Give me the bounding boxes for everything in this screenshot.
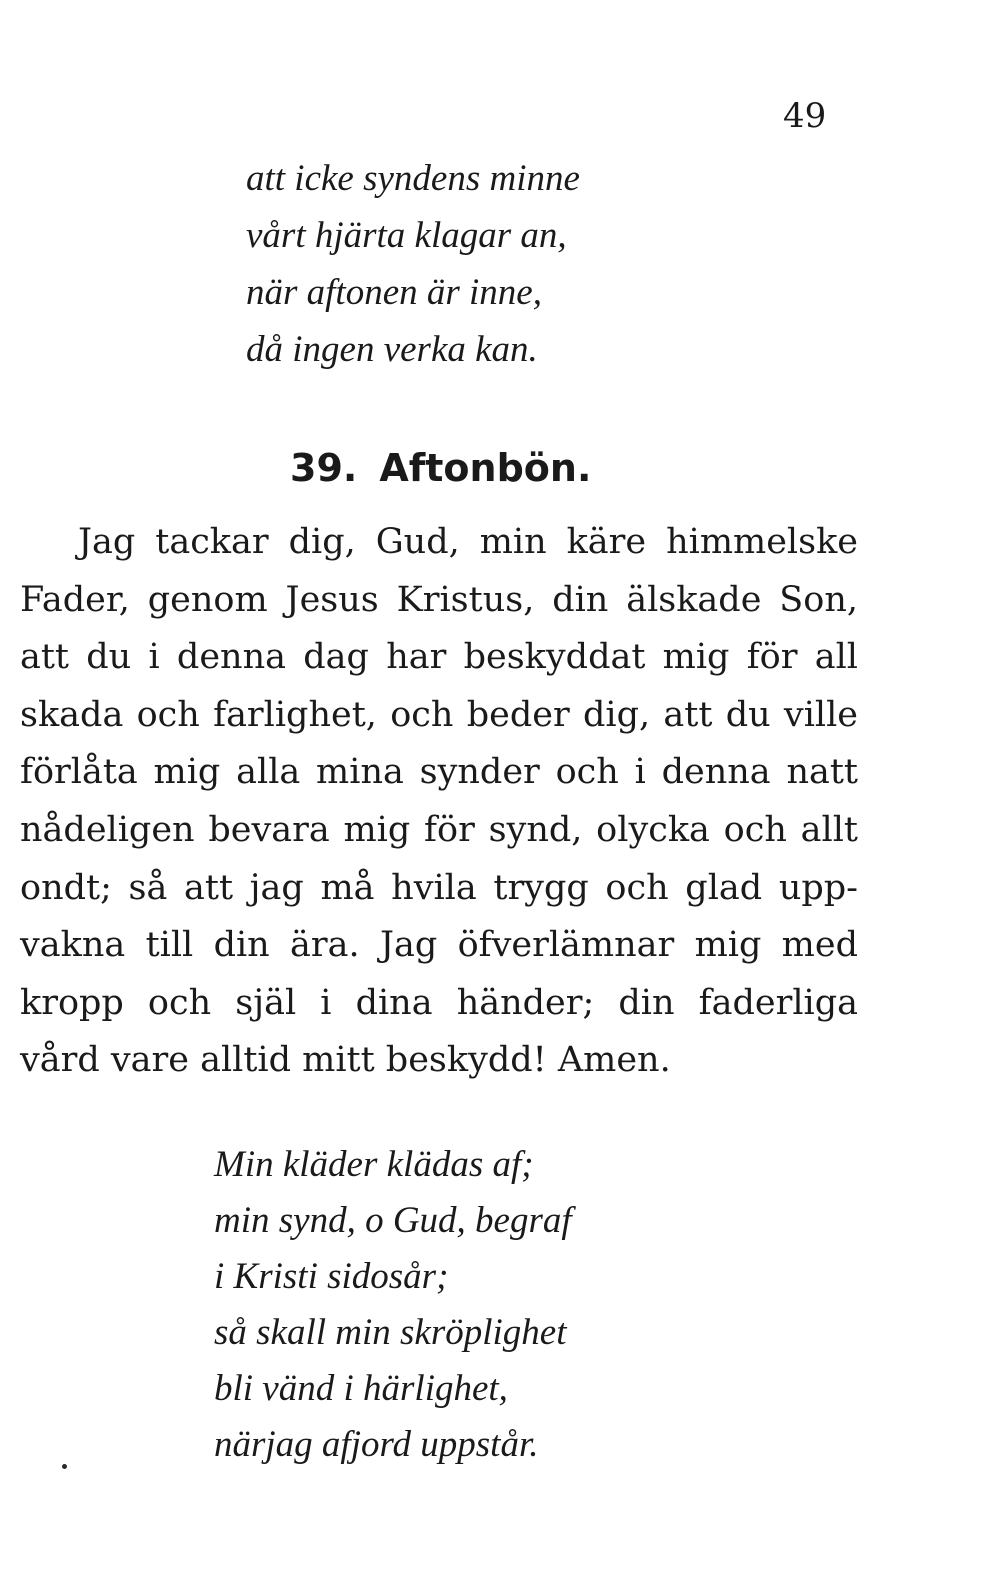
verse-line: bli vänd i härlighet, [214,1368,508,1409]
verse-bottom [214,1137,572,1473]
section-title: Aftonbön. [379,446,592,490]
prose-line: skada och farlighet, och beder dig, att du ville [20,694,858,735]
verse-line: Min kläder klädas af; [214,1144,534,1185]
verse-line: min synd, o Gud, begraf [214,1200,572,1241]
prayer-text [20,514,858,1090]
verse-line: närjag afjord uppstår. [214,1424,539,1465]
prose-line: förlåta mig alla mina synder och i denna natt [20,752,858,793]
verse-line: i Kristi sidosår; [214,1256,449,1297]
prose-line: nådeligen bevara mig för synd, olycka och allt [20,809,858,850]
verse-line: när aftonen är inne, [246,272,542,313]
verse-line: att icke syndens minne [246,158,580,199]
section-number: 39. [290,446,358,490]
verse-line: då ingen verka kan. [246,329,538,370]
prose-line: Fader, genom Jesus Kristus, din älskade Son, [20,579,858,620]
verse-line: så skall min skröplighet [214,1312,567,1353]
print-speck [62,1464,67,1469]
page-number: 49 [783,96,827,136]
prose-line: ondt; så att jag må hvila trygg och glad upp- [20,867,858,908]
prose-line: vakna till din ära. Jag öfverlämnar mig med [20,925,858,966]
prose-line: vård vare alltid mitt beskydd! Amen. [20,1040,671,1081]
prose-line: Jag tackar dig, Gud, min käre himmelske [78,522,858,562]
prose-line: kropp och själ i dina händer; din faderliga [20,982,858,1023]
section-heading [290,438,591,498]
verse-line: vårt hjärta klagar an, [246,215,567,256]
prose-line: att du i denna dag har beskyddat mig för all [20,637,858,678]
verse-top [246,150,580,378]
